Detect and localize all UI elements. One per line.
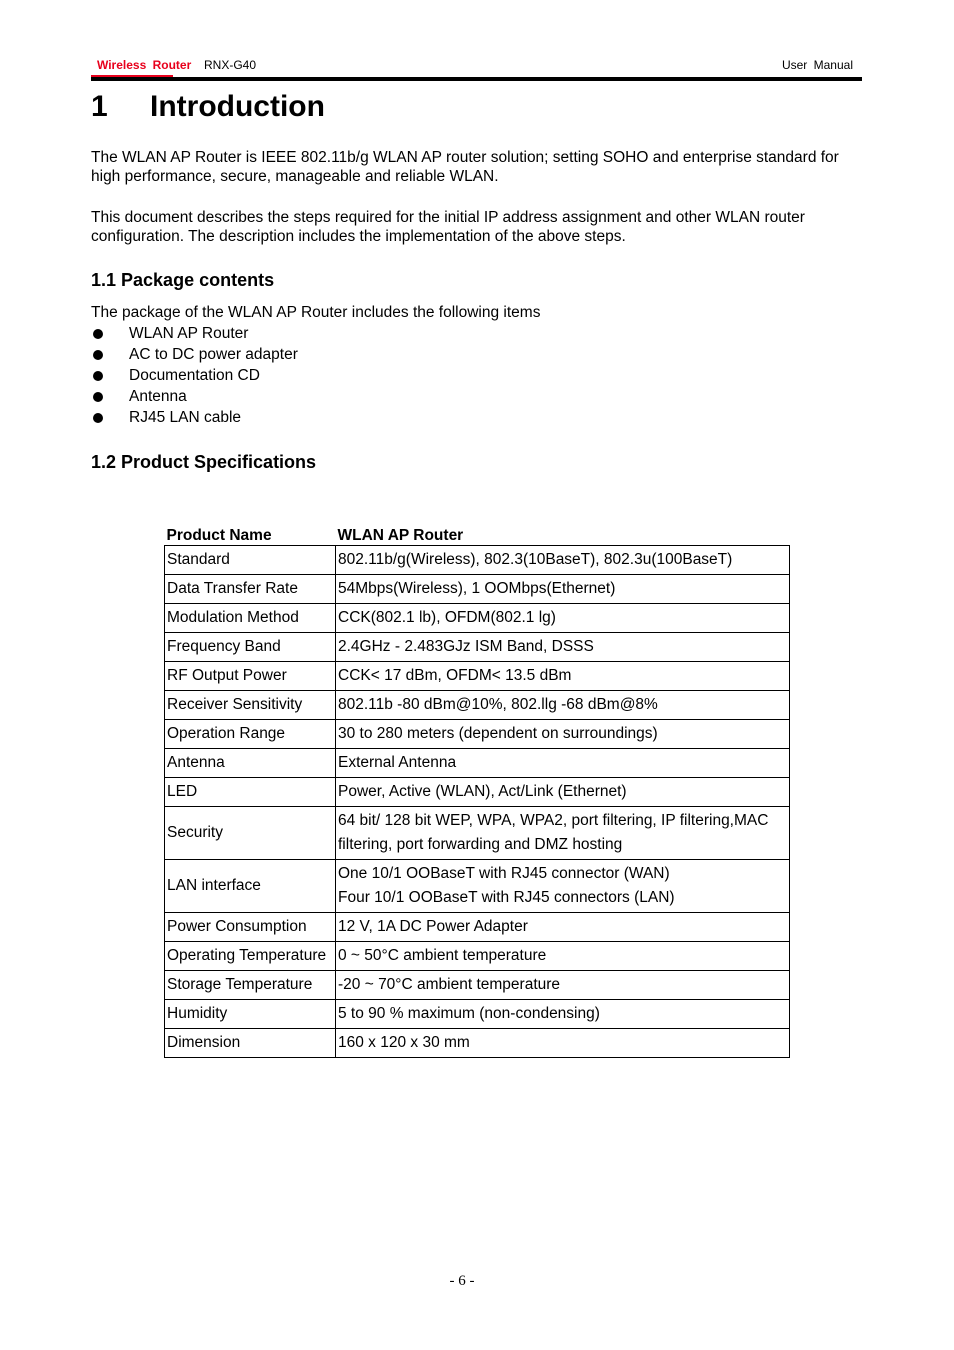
table-row <box>165 604 790 633</box>
spec-value-line-1: One 10/1 OOBaseT with RJ45 connector (WAN) <box>338 865 670 882</box>
bullet-icon <box>93 350 103 360</box>
table-row <box>165 691 790 720</box>
list-item-label: RJ45 LAN cable <box>129 409 242 426</box>
spec-value: 802.11b -80 dBm@10%, 802.llg -68 dBm@8% <box>336 691 790 720</box>
bullet-icon <box>93 329 103 339</box>
spec-value: 0 ~ 50°C ambient temperature <box>336 942 790 971</box>
spec-value: 5 to 90 % maximum (non-condensing) <box>336 1000 790 1029</box>
spec-value-line-1: 64 bit/ 128 bit WEP, WPA, WPA2, port filtering, IP filtering,MAC <box>338 812 769 829</box>
spec-key: Operating Temperature <box>165 942 336 971</box>
spec-key: Humidity <box>165 1000 336 1029</box>
list-item-label: WLAN AP Router <box>129 325 249 342</box>
page-header <box>97 58 862 74</box>
spec-key: Operation Range <box>165 720 336 749</box>
header-manual-label: User Manual <box>781 58 853 72</box>
spec-value: 802.11b/g(Wireless), 802.3(10BaseT), 802.3u(100BaseT) <box>336 546 790 575</box>
bullet-icon <box>93 392 103 402</box>
specs-heading: 1.2 Product Specifications <box>91 452 317 472</box>
spec-value-line-2: Four 10/1 OOBaseT with RJ45 connectors (LAN) <box>338 889 675 906</box>
spec-value: Power, Active (WLAN), Act/Link (Ethernet) <box>336 778 790 807</box>
table-row <box>165 971 790 1000</box>
spec-value: 30 to 280 meters (dependent on surroundings) <box>336 720 790 749</box>
spec-value-multiline <box>336 860 790 913</box>
table-row <box>165 720 790 749</box>
spec-value: 12 V, 1A DC Power Adapter <box>336 913 790 942</box>
spec-key: Frequency Band <box>165 633 336 662</box>
bullet-icon <box>93 371 103 381</box>
spec-key: LED <box>165 778 336 807</box>
package-heading: 1.1 Package contents <box>91 270 275 290</box>
list-item-label: AC to DC power adapter <box>129 346 298 363</box>
spec-key: Storage Temperature <box>165 971 336 1000</box>
table-row <box>165 913 790 942</box>
table-row <box>165 1029 790 1058</box>
table-row <box>165 749 790 778</box>
header-model: RNX-G40 <box>204 58 257 72</box>
spec-value-multiline <box>336 807 790 860</box>
chapter-title: Introduction <box>150 90 325 123</box>
spec-header-key: Product Name <box>165 520 336 546</box>
spec-header-value: WLAN AP Router <box>336 520 790 546</box>
spec-key: Dimension <box>165 1029 336 1058</box>
spec-key: Data Transfer Rate <box>165 575 336 604</box>
table-row <box>165 1000 790 1029</box>
page-number: - 6 - <box>449 1273 475 1289</box>
table-row <box>165 942 790 971</box>
spec-value-line-2: filtering, port forwarding and DMZ hosting <box>338 836 623 853</box>
table-row <box>165 662 790 691</box>
bullet-icon <box>93 413 103 423</box>
table-row <box>165 546 790 575</box>
spec-value: 54Mbps(Wireless), 1 OOMbps(Ethernet) <box>336 575 790 604</box>
spec-value: 160 x 120 x 30 mm <box>336 1029 790 1058</box>
table-row <box>165 807 790 860</box>
table-row <box>165 633 790 662</box>
intro-paragraph-1: The WLAN AP Router is IEEE 802.11b/g WLAN AP router solution; setting SOHO and enterprise standard for high performance, secure, manageable and reliable WLAN. <box>91 149 839 185</box>
intro-paragraph-2: This document describes the steps required for the initial IP address assignment and other WLAN router configuration. The description includes the implementation of the above steps. <box>91 209 805 245</box>
spec-value: External Antenna <box>336 749 790 778</box>
chapter-number: 1 <box>91 90 108 123</box>
spec-key: Receiver Sensitivity <box>165 691 336 720</box>
spec-key: Antenna <box>165 749 336 778</box>
table-row <box>165 575 790 604</box>
spec-value: 2.4GHz - 2.483GJz ISM Band, DSSS <box>336 633 790 662</box>
package-lead: The package of the WLAN AP Router includes the following items <box>91 304 541 321</box>
table-row <box>165 778 790 807</box>
spec-value: CCK< 17 dBm, OFDM< 13.5 dBm <box>336 662 790 691</box>
spec-key: Power Consumption <box>165 913 336 942</box>
spec-table-header <box>165 520 790 546</box>
spec-value: CCK(802.1 lb), OFDM(802.1 lg) <box>336 604 790 633</box>
table-row <box>165 860 790 913</box>
header-brand: Wireless Router <box>97 58 192 72</box>
list-item-label: Documentation CD <box>129 367 260 384</box>
spec-table <box>164 520 790 1058</box>
list-item-label: Antenna <box>129 388 187 405</box>
spec-key: RF Output Power <box>165 662 336 691</box>
header-rule <box>91 77 862 81</box>
spec-key: LAN interface <box>165 860 336 913</box>
spec-key: Modulation Method <box>165 604 336 633</box>
spec-key: Standard <box>165 546 336 575</box>
spec-value: -20 ~ 70°C ambient temperature <box>336 971 790 1000</box>
spec-key: Security <box>165 807 336 860</box>
